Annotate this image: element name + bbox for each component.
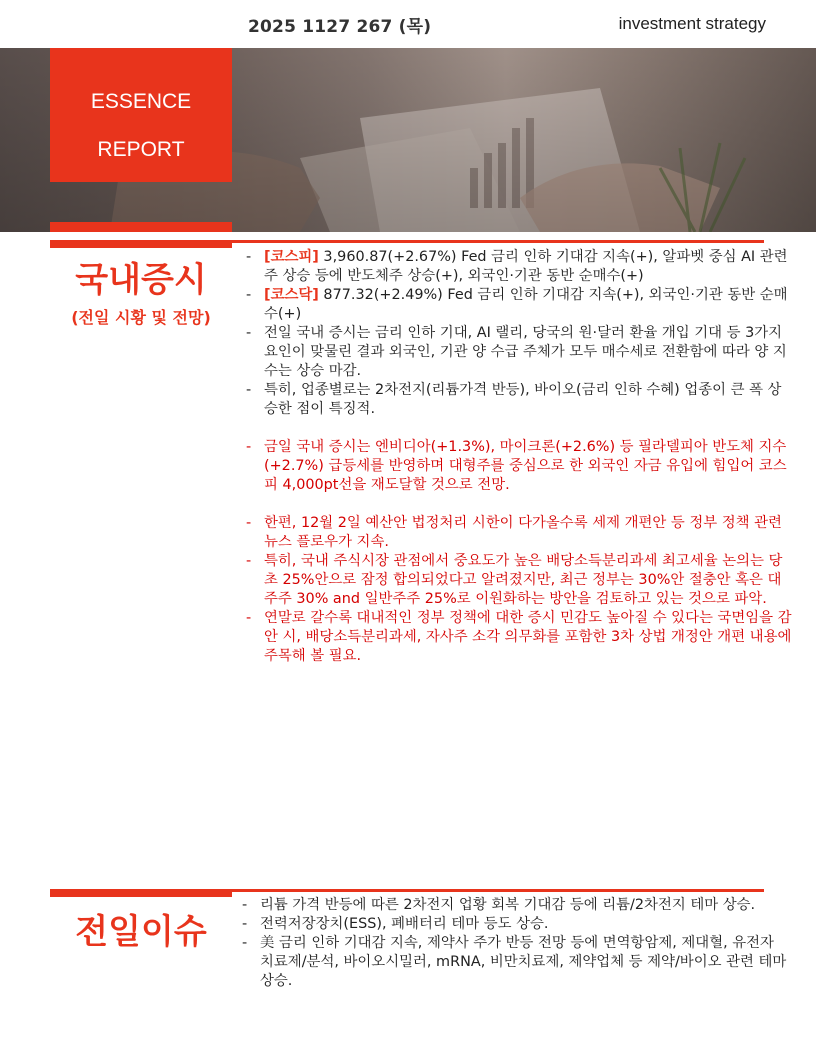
badge-line-2: REPORT: [97, 138, 185, 161]
domestic-market-bullets: [246, 248, 792, 666]
previous-day-issues-title: 전일이슈: [75, 912, 207, 952]
list-item: [246, 438, 792, 495]
list-item-text: 연말로 갈수록 대내적인 정부 정책에 대한 증시 민감도 높아질 수 있다는 국면임을 감안 시, 배당소득분리과세, 자사주 소각 의무화를 포함한 3차 상법 개정안 개편 내용에 주목해 볼 필요.: [264, 610, 792, 664]
list-item: [246, 248, 792, 286]
list-item-text: 美 금리 인하 기대감 지속, 제약사 주가 반등 전망 등에 면역항암제, 제대혈, 유전자 치료제/분석, 바이오시밀러, mRNA, 비만치료제, 제약업체 등 제약/바이오 관련 테마 상승.: [260, 935, 787, 989]
page-header: [0, 0, 816, 48]
list-item: [246, 286, 792, 324]
list-item-text: 한편, 12월 2일 예산안 법정처리 시한이 다가올수록 세제 개편안 등 정부 정책 관련 뉴스 플로우가 지속.: [264, 515, 782, 550]
section-tab-domestic: [50, 222, 232, 232]
previous-day-issues-bullets: [242, 896, 792, 991]
report-category: investment strategy: [618, 14, 766, 33]
list-item-text: 리튬 가격 반등에 따른 2차전지 업황 회복 기대감 등에 리튬/2차전지 테마 상승.: [260, 897, 756, 913]
list-item-text: 877.32(+2.49%) Fed 금리 인하 기대감 지속(+), 외국인·기관 동반 순매수(+): [264, 287, 788, 322]
list-item: [246, 514, 792, 552]
list-item-text: 금일 국내 증시는 엔비디아(+1.3%), 마이크론(+2.6%) 등 필라델피아 반도체 지수(+2.7%) 급등세를 반영하며 대형주를 중심으로 한 외국인 자금 유입에 힘입어 코스피 4,000pt선을 재도달할 것으로 전망.: [264, 439, 787, 493]
list-item: [242, 896, 792, 915]
list-item: [242, 915, 792, 934]
essence-report-badge: [50, 48, 232, 182]
list-item-text: 전력저장장치(ESS), 폐배터리 테마 등도 상승.: [260, 916, 549, 932]
list-item: [246, 552, 792, 609]
kospi-tag: [코스피]: [264, 249, 319, 265]
list-item-text: 특히, 업종별로는 2차전지(리튬가격 반등), 바이오(금리 인하 수혜) 업종이 큰 폭 상승한 점이 특징적.: [264, 382, 782, 417]
section-accent-domestic: [50, 243, 232, 248]
kosdaq-tag: [코스닥]: [264, 287, 319, 303]
list-item-text: 특히, 국내 주식시장 관점에서 중요도가 높은 배당소득분리과세 최고세율 논의는 당초 25%안으로 잠정 합의되었다고 알려졌지만, 최근 정부는 30%안 절충안 혹은 대주주 30% and 일반주주 25%로 이원화하는 방안을 검토하고 있는 것으로 파악.: [264, 553, 783, 607]
list-item-text: 전일 국내 증시는 금리 인하 기대, AI 랠리, 당국의 원·달러 환율 개입 기대 등 3가지 요인이 맞물린 결과 외국인, 기관 양 수급 주체가 모두 매수세로 전환함에 따라 양 지수는 상승 마감.: [264, 325, 787, 379]
domestic-market-title: 국내증시: [75, 260, 207, 300]
list-item: [246, 381, 792, 419]
list-item: [246, 609, 792, 666]
header-banner-image: [0, 48, 816, 232]
badge-line-1: ESSENCE: [90, 90, 192, 113]
list-item: [246, 324, 792, 381]
report-id: 2025 1127 267 (목): [248, 17, 432, 37]
list-item-text: 3,960.87(+2.67%) Fed 금리 인하 기대감 지속(+), 알파벳 중심 AI 관련주 상승 등에 반도체주 상승(+), 외국인·기관 동반 순매수(+): [264, 249, 788, 284]
section-accent-issues: [50, 892, 232, 897]
domestic-market-subtitle: (전일 시황 및 전망): [71, 308, 211, 327]
list-item: [242, 934, 792, 991]
